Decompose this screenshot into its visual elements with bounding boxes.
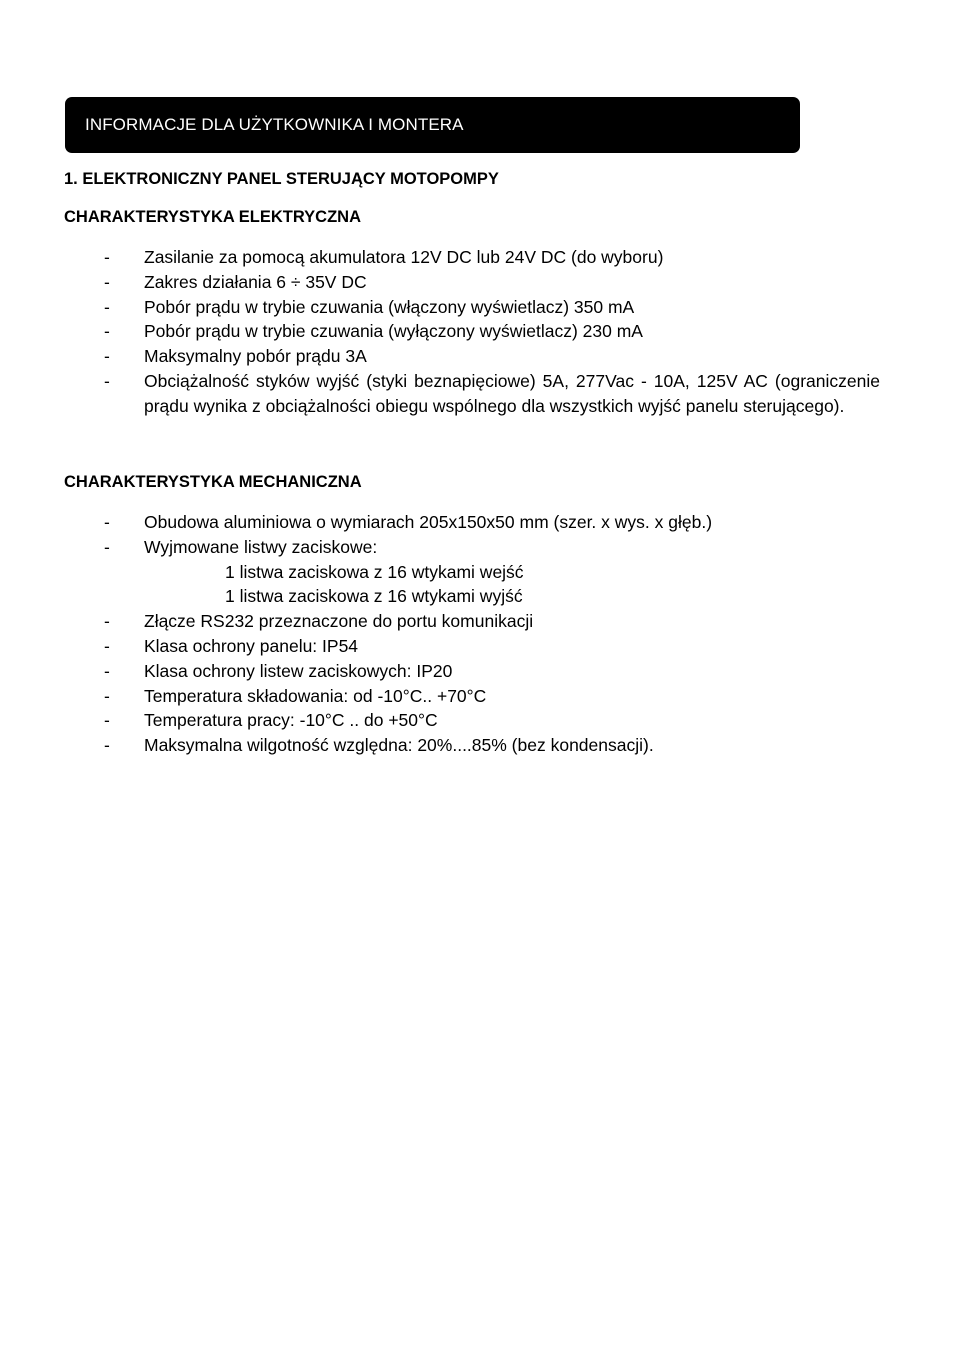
list-item-text: Temperatura składowania: od -10°C.. +70°C	[144, 685, 487, 706]
electrical-heading: CHARAKTERYSTYKA ELEKTRYCZNA	[64, 208, 361, 226]
list-item	[0, 344, 954, 369]
list-item	[0, 634, 954, 659]
list-dash: -	[104, 512, 110, 532]
electrical-list	[0, 245, 954, 419]
list-item	[0, 270, 954, 295]
list-item-text: Zakres działania 6 ÷ 35V DC	[144, 271, 367, 292]
list-item	[0, 733, 954, 758]
list-item	[0, 684, 954, 709]
list-item	[0, 369, 954, 419]
list-dash: -	[104, 635, 110, 656]
list-dash: -	[104, 685, 110, 706]
list-dash: -	[104, 346, 110, 367]
list-item-text: Klasa ochrony listew zaciskowych: IP20	[144, 660, 453, 681]
list-item	[0, 659, 954, 684]
list-dash: -	[104, 296, 110, 317]
section-title: 1. ELEKTRONICZNY PANEL STERUJĄCY MOTOPOMPY	[64, 170, 499, 188]
list-item	[0, 708, 954, 733]
header-banner	[65, 97, 800, 153]
list-item-text: Pobór prądu w trybie czuwania (wyłączony wyświetlacz) 230 mA	[144, 321, 643, 342]
list-item	[0, 609, 954, 634]
banner-title: INFORMACJE DLA UŻYTKOWNIKA I MONTERA	[85, 115, 464, 134]
mechanical-list	[0, 510, 954, 758]
list-item-text: Obciążalność styków wyjść (styki beznapięciowe) 5A, 277Vac - 10A, 125V AC (ograniczenie prądu wynika z obciążalności obiegu wspólnego dla wszystkich wyjść panelu sterującego).	[144, 370, 880, 416]
list-dash: -	[104, 370, 110, 391]
mechanical-heading: CHARAKTERYSTYKA MECHANICZNA	[64, 473, 362, 491]
list-dash: -	[104, 536, 110, 557]
terminal-strip-item: 1 listwa zaciskowa z 16 wtykami wejść	[225, 561, 524, 582]
list-item-text: Temperatura pracy: -10°C .. do +50°C	[144, 710, 438, 731]
list-item-text: Zasilanie za pomocą akumulatora 12V DC lub 24V DC (do wyboru)	[144, 247, 664, 267]
list-dash: -	[104, 660, 110, 681]
list-item-text: Obudowa aluminiowa o wymiarach 205x150x50 mm (szer. x wys. x głęb.)	[144, 512, 713, 532]
list-dash: -	[104, 247, 110, 267]
list-dash: -	[104, 271, 110, 292]
list-dash: -	[104, 735, 110, 756]
list-item-text: Złącze RS232 przeznaczone do portu komunikacji	[144, 611, 534, 632]
list-item-text: Pobór prądu w trybie czuwania (włączony wyświetlacz) 350 mA	[144, 296, 635, 317]
terminal-strip-item: 1 listwa zaciskowa z 16 wtykami wyjść	[225, 586, 523, 607]
list-item	[0, 319, 954, 344]
list-item	[0, 295, 954, 320]
list-dash: -	[104, 611, 110, 632]
list-dash: -	[104, 321, 110, 342]
list-item-text: Maksymalny pobór prądu 3A	[144, 346, 367, 367]
list-item	[0, 245, 954, 270]
list-item-text: Wyjmowane listwy zaciskowe:	[144, 536, 378, 557]
list-item-text: Maksymalna wilgotność względna: 20%....85% (bez kondensacji).	[144, 735, 654, 756]
list-dash: -	[104, 710, 110, 731]
list-item	[0, 535, 954, 609]
list-item-text: Klasa ochrony panelu: IP54	[144, 635, 359, 656]
list-item	[0, 510, 954, 535]
